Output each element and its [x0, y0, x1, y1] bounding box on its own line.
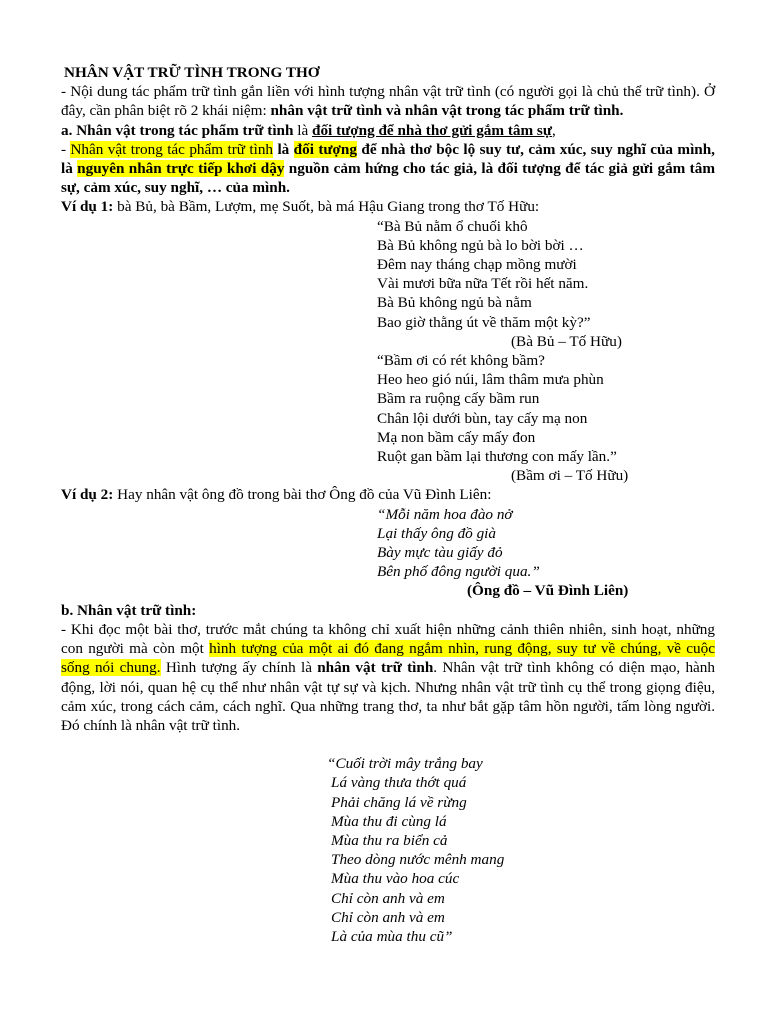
document-title: NHÂN VẬT TRỮ TÌNH TRONG THƠ [64, 64, 320, 81]
section-b-highlight: hình tượng của một ai đó đang ngắm nhìn, rung động, suy tư về chúng, về cuộc sống nói chung. [61, 640, 715, 677]
example-1-label: Ví dụ 1: [61, 198, 114, 216]
poem-line: Chỉ còn anh và em [331, 908, 445, 926]
section-a-heading-end: , [551, 121, 556, 139]
intro-paragraph [61, 82, 715, 120]
section-a-dash: - [61, 140, 71, 158]
poem-line: “Cuối trời mây trắng bay [327, 755, 483, 773]
section-b-text-1: - Khi đọc một bài thơ, trước mắt chúng ta không chỉ xuất hiện những cảnh thiên nhiên, sinh hoạt, những con người mà còn một [61, 620, 715, 658]
intro-bold-text: nhân vật trữ tình và nhân vật trong tác phẩm trữ tình. [270, 102, 624, 120]
poem-line: “Bà Bủ nằm ổ chuối khô [377, 217, 528, 235]
section-a-paragraph [61, 140, 715, 198]
section-a-heading-bold: a. Nhân vật trong tác phẩm trữ tình [61, 121, 294, 139]
section-a-highlight-2: đối tượng [293, 140, 357, 158]
poem-line: Chân lội dưới bùn, tay cấy mạ non [377, 409, 588, 427]
poem-line: Bà Bủ không ngủ bà lo bời bời … [377, 236, 584, 254]
poem-line: Đêm nay tháng chạp mồng mười [377, 256, 577, 274]
poem-line: Ruột gan bầm lại thương con mấy lần.” [377, 448, 617, 466]
example-1-poem-1 [61, 217, 715, 332]
poem-line: Theo dòng nước mênh mang [331, 851, 505, 869]
poem-line: Bao giờ thằng út về thăm một kỳ?” [377, 313, 591, 331]
section-b-heading: b. Nhân vật trữ tình: [61, 601, 197, 619]
section-a-heading-underlined: đối tượng để nhà thơ gửi gắm tâm sự [312, 121, 552, 139]
example-1-poem-2 [61, 351, 715, 466]
example-2-label: Ví dụ 2: [61, 486, 114, 504]
document-page [61, 63, 715, 946]
example-2-intro [61, 485, 715, 504]
spacer [61, 735, 715, 754]
section-a-text-2: để nhà thơ bộc lộ suy tư, cảm xúc, suy nghĩ của mình, là [61, 140, 715, 178]
poem-line: Bầm ra ruộng cấy bầm run [377, 390, 540, 408]
poem-line: Heo heo gió núi, lâm thâm mưa phùn [377, 371, 604, 389]
poem-line: Bà Bủ không ngủ bà nằm [377, 294, 532, 312]
section-b-bold-term: nhân vật trữ tình [317, 659, 434, 677]
intro-text: - Nội dung tác phẩm trữ tình gắn liền với hình tượng nhân vật trữ tình (có người gọi là chủ thể trữ tình). Ở đây, cần phân biệt rõ 2 khái niệm: [61, 83, 715, 120]
example-1-citation-2: (Bầm ơi – Tố Hữu) [511, 467, 629, 485]
poem-line: Chỉ còn anh và em [331, 889, 445, 907]
poem-line: Bên phố đông người qua.” [377, 563, 540, 581]
autumn-poem [61, 754, 715, 946]
section-b-paragraph [61, 620, 715, 735]
poem-line: Lại thấy ông đồ già [377, 524, 496, 542]
poem-line: Mạ non bầm cấy mấy đon [377, 428, 536, 446]
poem-line: Bày mực tàu giấy đỏ [377, 544, 503, 562]
example-2-text: Hay nhân vật ông đồ trong bài thơ Ông đồ của Vũ Đình Liên: [113, 486, 492, 504]
poem-line: Mùa thu đi cùng lá [331, 812, 447, 830]
poem-line: Phải chăng lá về rừng [331, 793, 467, 811]
poem-line: “Bầm ơi có rét không bầm? [377, 352, 545, 370]
section-a-text-1: là [273, 140, 294, 158]
section-a-text-3: nguồn cảm hứng cho tác giả, là đối tượng để tác giả gửi gắm tâm sự, cảm xúc, suy nghĩ, … của mình. [61, 160, 715, 197]
poem-line: Lá vàng thưa thớt quá [331, 774, 467, 792]
poem-line: Là của mùa thu cũ” [331, 927, 453, 945]
poem-line: Mùa thu vào hoa cúc [331, 870, 460, 888]
section-a-heading-plain: là [293, 121, 313, 139]
section-b-text-3: . Nhân vật trữ tình không có diện mạo, hành động, lời nói, quan hệ cụ thể như nhân vật tự sự và kịch. Nhưng nhân vật trữ tình cụ thể trong giọng điệu, cảm xúc, trong cách cảm, cách nghĩ. Qua những trang thơ, ta như bắt gặp tâm hồn người, tấm lòng người. Đó chính là nhân vật trữ tình. [61, 659, 715, 734]
example-1-intro [61, 197, 715, 216]
poem-line: Vài mươi bữa nữa Tết rồi hết năm. [377, 275, 589, 293]
example-2-citation: (Ông đồ – Vũ Đình Liên) [467, 582, 629, 600]
example-1-citation-1: (Bà Bủ – Tố Hữu) [511, 332, 622, 350]
section-a-heading [61, 121, 715, 140]
example-1-text: bà Bủ, bà Bầm, Lượm, mẹ Suốt, bà má Hậu Giang trong thơ Tố Hữu: [113, 198, 540, 216]
example-2-poem [61, 505, 715, 582]
section-a-highlight-1: Nhân vật trong tác phẩm trữ tình [70, 140, 274, 158]
poem-line: Mùa thu ra biển cả [331, 831, 448, 849]
section-b-text-2: Hình tượng ấy chính là [160, 659, 318, 677]
poem-line: “Mỗi năm hoa đào nở [377, 505, 513, 523]
section-a-highlight-3: nguyên nhân trực tiếp khơi dậy [77, 160, 285, 178]
